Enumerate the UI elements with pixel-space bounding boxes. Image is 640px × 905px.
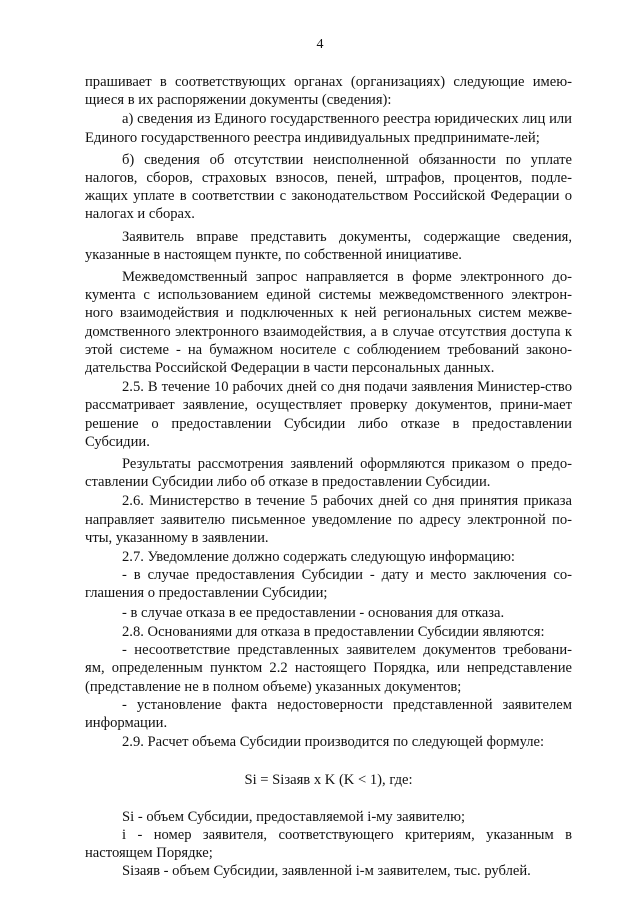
paragraph-interagency-request: Межведомственный запрос направляется в форме электронного до-кумента с использованием единой системы межведомственного электрон-ного взаимодействия и подключенных к ней региональных систем межве-домственного электронного взаимодействия, а в случае отсутствия доступа к этой системе - на бумажном носителе с соблюдением требований законо-дательства Российской Федерации в части персональных данных. (85, 269, 572, 377)
paragraph-2-9: 2.9. Расчет объема Субсидии производится по следующей формуле: (122, 734, 545, 751)
page-number: 4 (316, 37, 324, 52)
definition-si: Si - объем Субсидии, предоставляемой i-му заявителю; (122, 808, 466, 825)
paragraph-2-7-item-2: - в случае отказа в ее предоставлении - основания для отказа. (122, 604, 505, 621)
paragraph-2-6: 2.6. Министерство в течение 5 рабочих дней со дня принятия приказа направляет заявителю письменное уведомление по адресу электронной по-чты, указанному в заявлении. (85, 493, 572, 546)
paragraph-results: Результаты рассмотрения заявлений оформляются приказом о предо-ставлении Субсидии либо об отказе в предоставлении Субсидии. (85, 456, 572, 491)
subsidy-formula: Si = Siзаяв x K (K < 1), где: (244, 772, 413, 789)
paragraph-2-7-item-1: - в случае предоставления Субсидии - дату и место заключения со-глашения о предоставлении Субсидии; (85, 567, 572, 602)
paragraph-2-8-item-1: - несоответствие представленных заявителем документов требовани-ям, определенным пунктом 2.2 настоящего Порядка, или непредставление (представление не в полном объеме) указанных документов; (85, 642, 572, 695)
definition-siзаяв: Siзаяв - объем Субсидии, заявленной i-м заявителем, тыс. рублей. (122, 863, 531, 880)
definition-i: i - номер заявителя, соответствующего критериям, указанным в настоящем Порядке; (85, 826, 572, 861)
paragraph-2-7: 2.7. Уведомление должно содержать следующую информацию: (122, 549, 515, 566)
paragraph-2-8: 2.8. Основаниями для отказа в предоставлении Субсидии являются: (122, 623, 545, 640)
paragraph-item-a: а) сведения из Единого государственного реестра юридических лиц или Единого государственного реестра индивидуальных предпринимате-лей; (85, 111, 572, 146)
document-body (85, 73, 572, 880)
paragraph-continuation: прашивает в соответствующих органах (организациях) следующие имею-щиеся в их распоряжении документы (сведения): (85, 74, 572, 109)
paragraph-item-b: б) сведения об отсутствии неисполненной обязанности по уплате налогов, сборов, страховых взносов, пеней, штрафов, процентов, подле-жащих уплате в соответствии с законодательством Российской Федерации о налогах и сборах. (85, 151, 572, 223)
paragraph-2-5: 2.5. В течение 10 рабочих дней со дня подачи заявления Министер-ство рассматривает заявление, осуществляет проверку документов, прини-мает решение о предоставлении Субсидии либо отказе в предоставлении Субсидии. (85, 379, 572, 450)
paragraph-applicant-right: Заявитель вправе представить документы, содержащие сведения, указанные в настоящем пункте, по собственной инициативе. (85, 228, 572, 263)
paragraph-2-8-item-2: - установление факта недостоверности представленной заявителем информации. (85, 696, 572, 731)
